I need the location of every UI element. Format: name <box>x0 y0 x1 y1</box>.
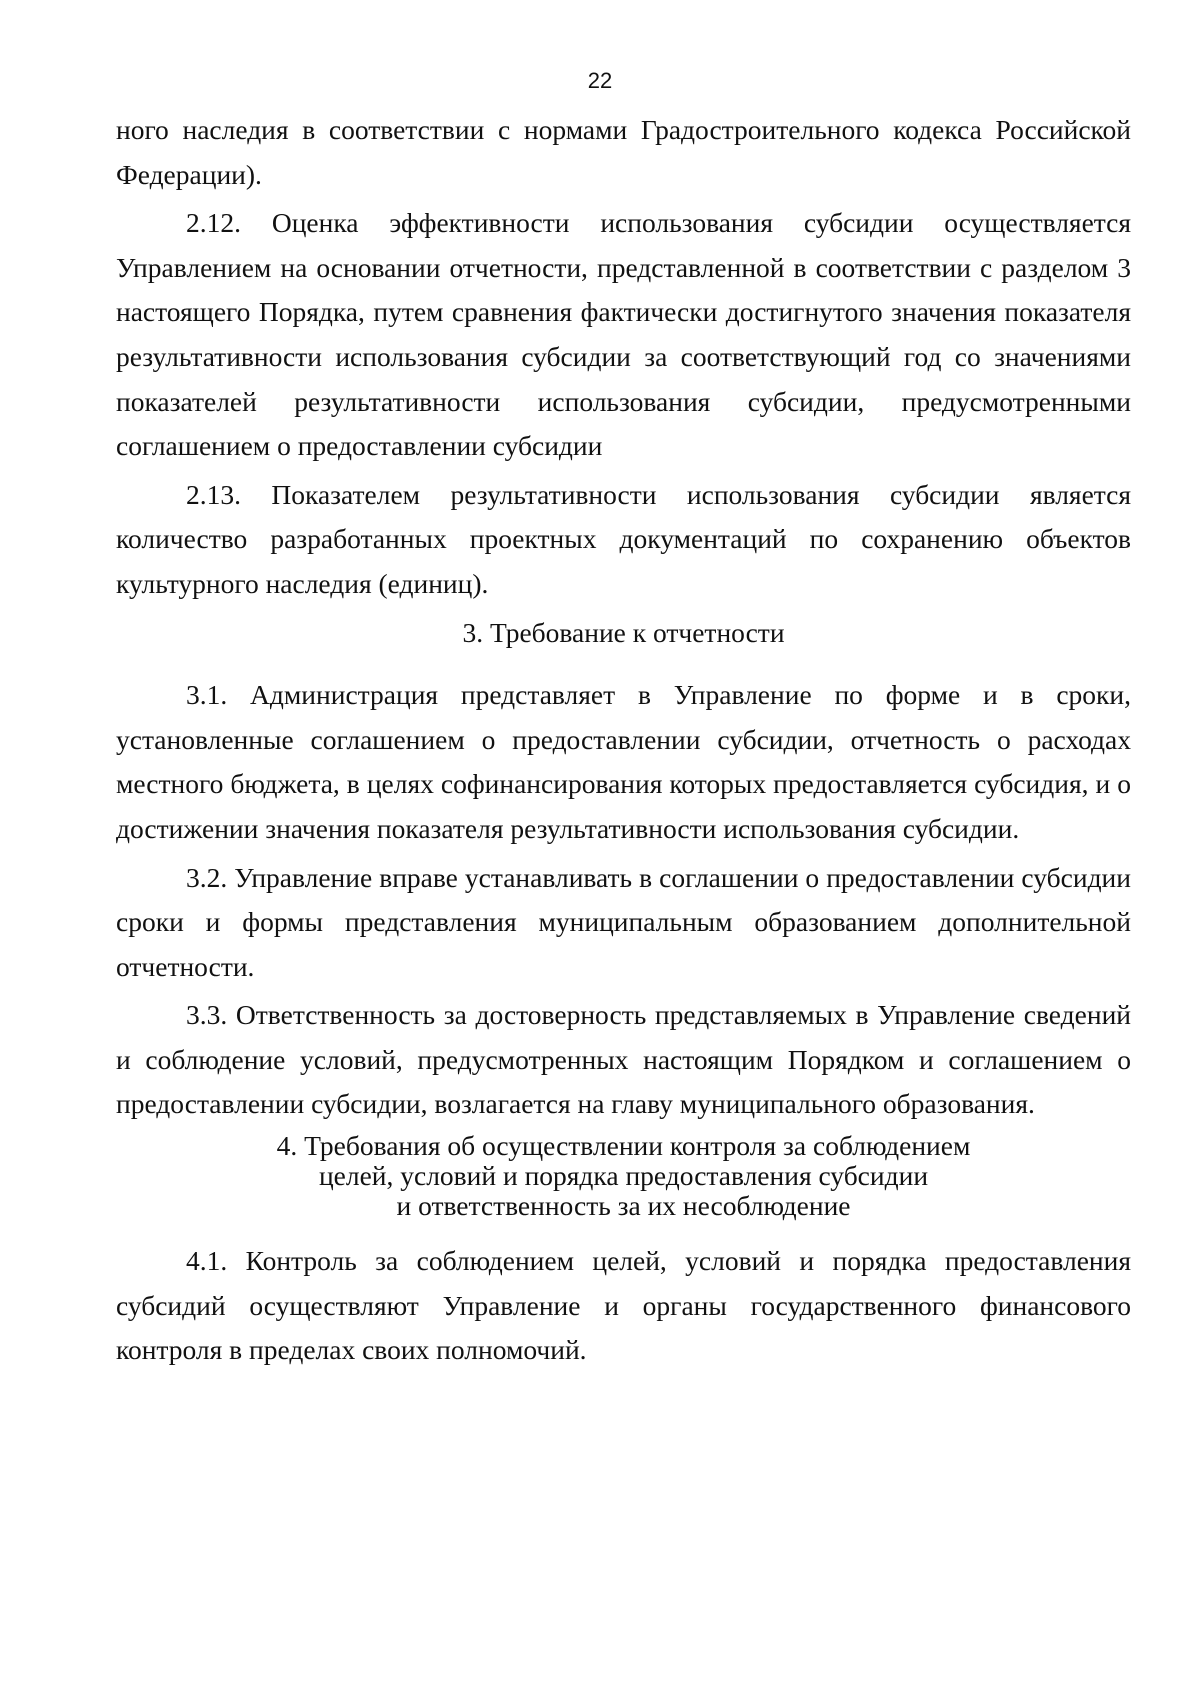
document-body <box>116 108 1131 1377</box>
paragraph-3-1: 3.1. Администрация представляет в Управление по форме и в сроки, установленные соглашением о предоставлении субсидии, отчетность о расходах местного бюджета, в целях софинансирования которых предоставляется субсидия, и о достижении значения показателя результативности использования субсидии. <box>116 679 1131 844</box>
paragraph-2-13: 2.13. Показателем результативности использования субсидии является количество разработанных проектных документаций по сохранению объектов культурного наследия (единиц). <box>116 478 1131 599</box>
section-4-heading-line: и ответственность за их несоблюдение <box>396 1190 851 1222</box>
section-4-heading <box>116 1131 1131 1221</box>
paragraph-2-12: 2.12. Оценка эффективности использования субсидии осуществляется Управлением на основании отчетности, представленной в соответствии с разделом 3 настоящего Порядка, путем сравнения фактически достигнутого значения показателя результативности использования субсидии за соответствующий год со значениями показателей результативности использования субсидии, предусмотренными соглашением о предоставлении субсидии <box>116 207 1131 462</box>
paragraph-3-2: 3.2. Управление вправе устанавливать в соглашении о предоставлении субсидии сроки и формы представления муниципальным образованием дополнительной отчетности. <box>116 861 1131 982</box>
section-4-heading-line: 4. Требования об осуществлении контроля за соблюдением <box>276 1130 971 1162</box>
paragraph-3-3: 3.3. Ответственность за достоверность представляемых в Управление сведений и соблюдение условий, предусмотренных настоящим Порядком и соглашением о предоставлении субсидии, возлагается на главу муниципального образования. <box>116 999 1131 1120</box>
page-number: 22 <box>587 68 613 93</box>
paragraph-4-1: 4.1. Контроль за соблюдением целей, условий и порядка предоставления субсидий осуществляют Управление и органы государственного финансового контроля в пределах своих полномочий. <box>116 1245 1131 1366</box>
section-3-heading: 3. Требование к отчетности <box>462 616 785 648</box>
section-4-heading-line: целей, условий и порядка предоставления субсидии <box>318 1160 929 1192</box>
paragraph-continuation: ного наследия в соответствии с нормами Градостроительного кодекса Российской Федерации). <box>116 114 1131 190</box>
